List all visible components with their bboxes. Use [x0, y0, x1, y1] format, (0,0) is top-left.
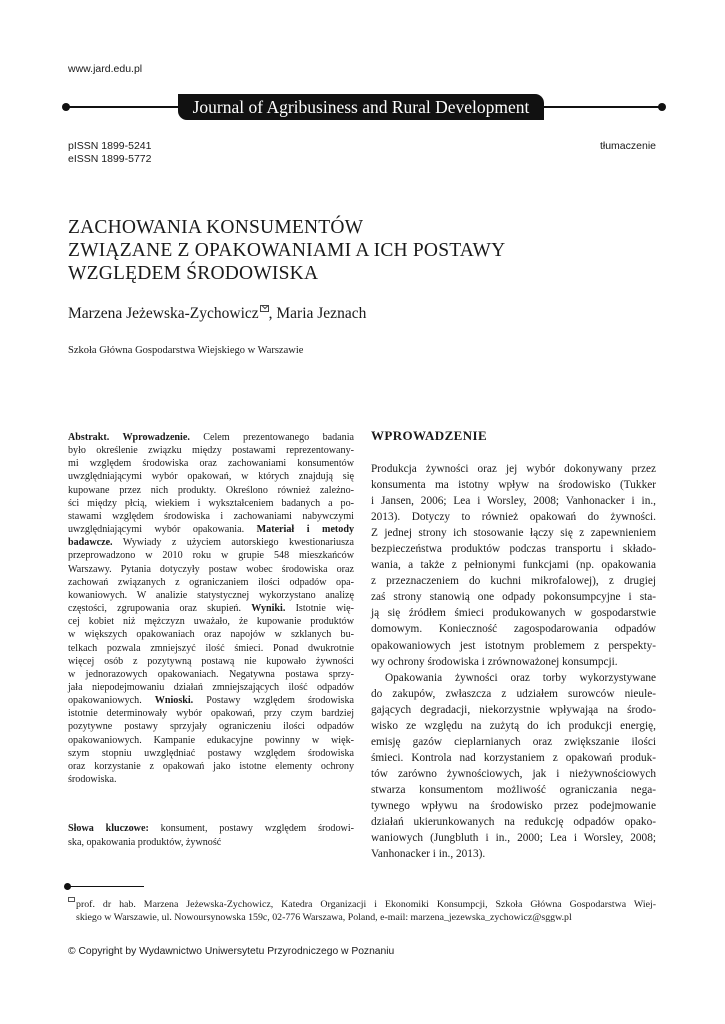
line-text: mi względem środowiska oraz zachowaniami konsumentów	[68, 458, 354, 470]
paragraph-line	[371, 461, 656, 477]
keywords-line: ska, opakowania produktów, żywność	[68, 837, 222, 848]
abstract-line	[68, 642, 354, 655]
paragraph-line	[371, 477, 656, 493]
abstract-line	[68, 576, 354, 589]
bold-label: Wnioski.	[154, 695, 194, 707]
author-name: Marzena Jeżewska-Zychowicz	[68, 305, 259, 322]
line-text: cej kobiet niż mężczyzn uważało, że kupowanie produktów	[68, 616, 354, 628]
line-text: wania, a także z pełnionymi funkcjami (np. opakowania	[371, 559, 656, 572]
line-text: Vanhonacker i in., 2013).	[371, 848, 486, 861]
paragraph-line	[371, 718, 656, 734]
abstract-line	[68, 655, 354, 668]
line-text: zaś strony stanowią one odpady pokonsumpcyjne i sta-	[371, 591, 656, 604]
paragraph-line	[371, 605, 656, 621]
line-text: więcej osób z pozytywną postawą nie kupowało żywności	[68, 655, 354, 667]
paragraph-line	[371, 670, 656, 686]
line-text: z przeznaczeniem do kuchni mikrofalowej), z drugiej	[371, 575, 656, 588]
paragraph-line	[371, 814, 656, 830]
paragraph-line	[371, 525, 656, 541]
abstract-line	[68, 510, 354, 523]
keywords	[68, 822, 354, 850]
line-text: Warszawy. Pytania dotyczyły postaw wobec środowiska oraz	[68, 563, 354, 575]
line-text: Opakowania żywności oraz torby wykorzystywane	[385, 671, 656, 684]
article-title-line: ZACHOWANIA KONSUMENTÓW	[68, 217, 364, 238]
line-text: ją się źródłem śmieci produkowanych w gospodarstwie	[371, 607, 656, 620]
keywords-text: konsument, postawy względem środowi-	[148, 823, 354, 834]
line-text: stwarza konsumentom możliwość ograniczania nega-	[371, 783, 656, 796]
line-text: było określenie związku między postawami reprezentowany-	[68, 445, 354, 457]
line-text: Celem prezentowanego badania	[189, 432, 354, 443]
section-heading: WPROWADZENIE	[371, 428, 488, 443]
journal-header-bar	[62, 94, 666, 120]
paragraph-line	[371, 654, 656, 670]
abstract-line	[68, 615, 354, 628]
abstract-line	[68, 470, 354, 483]
abstract-line	[68, 694, 354, 707]
abstract-line	[68, 707, 354, 720]
paragraph-line	[371, 493, 656, 509]
pissn: pISSN 1899-5241	[68, 140, 152, 152]
paragraph-line	[371, 830, 656, 846]
article-title-line: WZGLĘDEM ŚRODOWISKA	[68, 263, 319, 284]
abstract-line	[68, 444, 354, 457]
paragraph-line	[371, 846, 656, 862]
abstract-line	[68, 760, 354, 773]
line-text: uwzględniającymi wybór opakowania.	[68, 524, 257, 536]
paragraph-line	[371, 766, 656, 782]
line-text: jała niepodejmowaniu działań zmniejszających ilość odpadów	[68, 681, 354, 693]
abstract-line	[68, 523, 354, 536]
line-text: emisję gazów cieplarnianych oraz zwiększanie ilości	[371, 735, 656, 748]
line-text: opakowaniowych.	[68, 695, 155, 707]
line-text: konsumenta ma istotny wpływ na środowisko (Tukker	[371, 479, 656, 492]
abstract-line	[68, 484, 354, 497]
paragraph-line	[371, 638, 656, 654]
paragraph-line	[371, 702, 656, 718]
paragraph-line	[371, 541, 656, 557]
line-text: Wywiady z użyciem autorskiego kwestionariusza	[112, 537, 354, 549]
line-text: wy ochrony środowiska i zrównoważonej konsumpcji.	[371, 655, 618, 668]
abstract-line	[68, 457, 354, 470]
paragraph-line	[371, 798, 656, 814]
paragraph-line	[371, 734, 656, 750]
bold-label: Wyniki.	[251, 603, 286, 615]
footnote-line	[68, 898, 656, 911]
line-text: oraz korzystanie z opakowań jako istotne elementy ochrony	[68, 760, 354, 772]
paragraph-line	[371, 509, 656, 525]
line-text: działań ukierunkowanych na redukcję odpadów opako-	[371, 816, 656, 829]
line-text: zachowań związanych z ograniczaniem ilości odpadów opa-	[68, 576, 354, 588]
abstract-line	[68, 734, 354, 747]
abstract-line	[68, 431, 354, 444]
keywords-line	[68, 822, 354, 836]
line-text: wisko ze względu na zużytą do ich produkcji energię,	[371, 719, 656, 732]
line-text: kowaniowych. W analizie statystycznej wykorzystano analizę	[68, 589, 354, 601]
line-text: tów zarówno żywnościowych, jak i nieżywnościowych	[371, 767, 656, 780]
copyright-notice: © Copyright by Wydawnictwo Uniwersytetu Przyrodniczego w Poznaniu	[68, 946, 395, 957]
paragraph-line	[371, 573, 656, 589]
line-text: do zakupów, zwłaszcza z udziałem surowców nieule-	[371, 687, 656, 700]
keywords-label: Słowa kluczowe:	[68, 823, 149, 834]
article-title-line: ZWIĄZANE Z OPAKOWANIAMI A ICH POSTAWY	[68, 240, 506, 261]
line-text: środowiska.	[68, 774, 117, 786]
line-text: ści między płcią, wiekiem i wykształceniem badanych a po-	[68, 497, 354, 509]
abstract-line	[68, 602, 354, 615]
envelope-icon	[68, 897, 75, 902]
abstract-line	[68, 747, 354, 760]
article-title	[68, 216, 628, 285]
line-text: pozytywne postawy sprzyjały ograniczeniu ilości odpadów	[68, 721, 354, 733]
line-text: w jednorazowych opakowaniach. Negatywna postawa sprzy-	[68, 668, 354, 680]
issn-block	[68, 140, 151, 166]
abstract-line	[68, 497, 354, 510]
line-text: i Jansen, 2006; Lea i Worsley, 2008; Vanhonacker i in.,	[371, 495, 656, 508]
footnote-text: prof. dr hab. Marzena Jeżewska-Zychowicz, Katedra Organizacji i Ekonomiki Konsumpcji, Szkoła Główna Gospodarstwa Wiej-	[76, 899, 656, 910]
line-text: stawami względem środowiska i zachowaniami nabywczymi	[68, 510, 354, 522]
line-text: bezpieczeństwa produktów podczas transportu i składo-	[371, 543, 656, 556]
line-text: gających degradacji, niekorzystnie wpływająa na środo-	[371, 703, 656, 716]
abstract-line	[68, 589, 354, 602]
footnote-separator	[64, 883, 144, 891]
line-text: kupowane przez nich produkty. Określono również zależno-	[68, 484, 354, 496]
introduction-text	[371, 461, 656, 862]
footnote-line: skiego w Warszawie, ul. Nowoursynowska 159c, 02-776 Warszawa, Poland, e-mail: marzena_jezewska_zychowicz@sggw.pl	[76, 912, 572, 923]
line-text: istotnie determinowały wybór opakowań, przy czym bardziej	[68, 708, 354, 720]
affiliation: Szkoła Główna Gospodarstwa Wiejskiego w Warszawie	[68, 345, 304, 356]
line-text: 2013). Dotyczy to również opakowań do żywności.	[371, 511, 656, 524]
bold-label: Materiał i metody	[256, 524, 354, 536]
line-text: Postawy względem środowiska	[193, 695, 354, 707]
line-text: uwzględniającymi wybór opakowań, w których znajdują się	[68, 471, 354, 483]
journal-website-url[interactable]: www.jard.edu.pl	[68, 63, 143, 75]
eissn: eISSN 1899-5772	[68, 153, 152, 165]
abstract-line	[68, 549, 354, 562]
line-text: Istotnie wię-	[285, 603, 354, 615]
paragraph-line	[371, 686, 656, 702]
line-text: częstości, zgrupowania oraz skupień.	[68, 603, 252, 615]
line-text: opakowaniowych. Kampanie edukacyjne powinny w więk-	[68, 734, 354, 746]
line-text: Produkcja żywności oraz jej wybór dokonywany przez	[371, 463, 656, 475]
line-text: telkach pozwala zmniejszyć ilość śmieci. Ponad dwukrotnie	[68, 642, 354, 654]
paragraph-line	[371, 621, 656, 637]
footnote-separator-line	[68, 886, 144, 887]
abstract-line	[68, 668, 354, 681]
author-name: Maria Jeznach	[276, 305, 367, 322]
abstract-line	[68, 681, 354, 694]
line-text: opakowaniowych jest istotnym problemem z perspekty-	[371, 639, 656, 652]
header-rule-left-dot	[62, 103, 70, 111]
line-text: domowym. Konieczność zagospodarowania odpadów	[371, 623, 656, 636]
abstract-line	[68, 628, 354, 641]
paragraph-line	[371, 750, 656, 766]
abstract-line	[68, 536, 354, 549]
author-footnote	[68, 898, 656, 924]
line-text: Z jednej strony ich stosowanie łączy się z zapewnieniem	[371, 527, 656, 540]
bold-label: badawcze.	[68, 537, 113, 549]
authors	[68, 305, 366, 323]
envelope-icon	[260, 305, 269, 312]
abstract-line	[68, 720, 354, 733]
paragraph-line	[371, 782, 656, 798]
line-text: śmieci. Kontrola nad korzystaniem z opakowań produk-	[371, 751, 656, 764]
abstract	[68, 431, 354, 786]
line-text: tywnego wpływu na środowisko przez podejmowanie	[371, 799, 656, 812]
line-text: w większych opakowaniach oraz napojów w szklanych bu-	[68, 629, 354, 641]
header-rule-right-dot	[658, 103, 666, 111]
journal-title: Journal of Agribusiness and Rural Development	[178, 94, 544, 120]
abstract-line	[68, 773, 354, 786]
bold-label: Abstrakt. Wprowadzenie.	[68, 432, 190, 443]
line-text: przeprowadzono w 2010 roku w grupie 548 mieszkańców	[68, 550, 354, 562]
paragraph-line	[371, 589, 656, 605]
article-type-label: tłumaczenie	[599, 140, 656, 152]
paragraph-line	[371, 557, 656, 573]
abstract-line	[68, 563, 354, 576]
line-text: waniowych (Jungbluth i in., 2000; Lea i Worsley, 2008;	[371, 832, 656, 845]
line-text: szym stopniu uwzględniać postawy względem środowiska	[68, 747, 354, 759]
author-separator: ,	[268, 305, 277, 322]
